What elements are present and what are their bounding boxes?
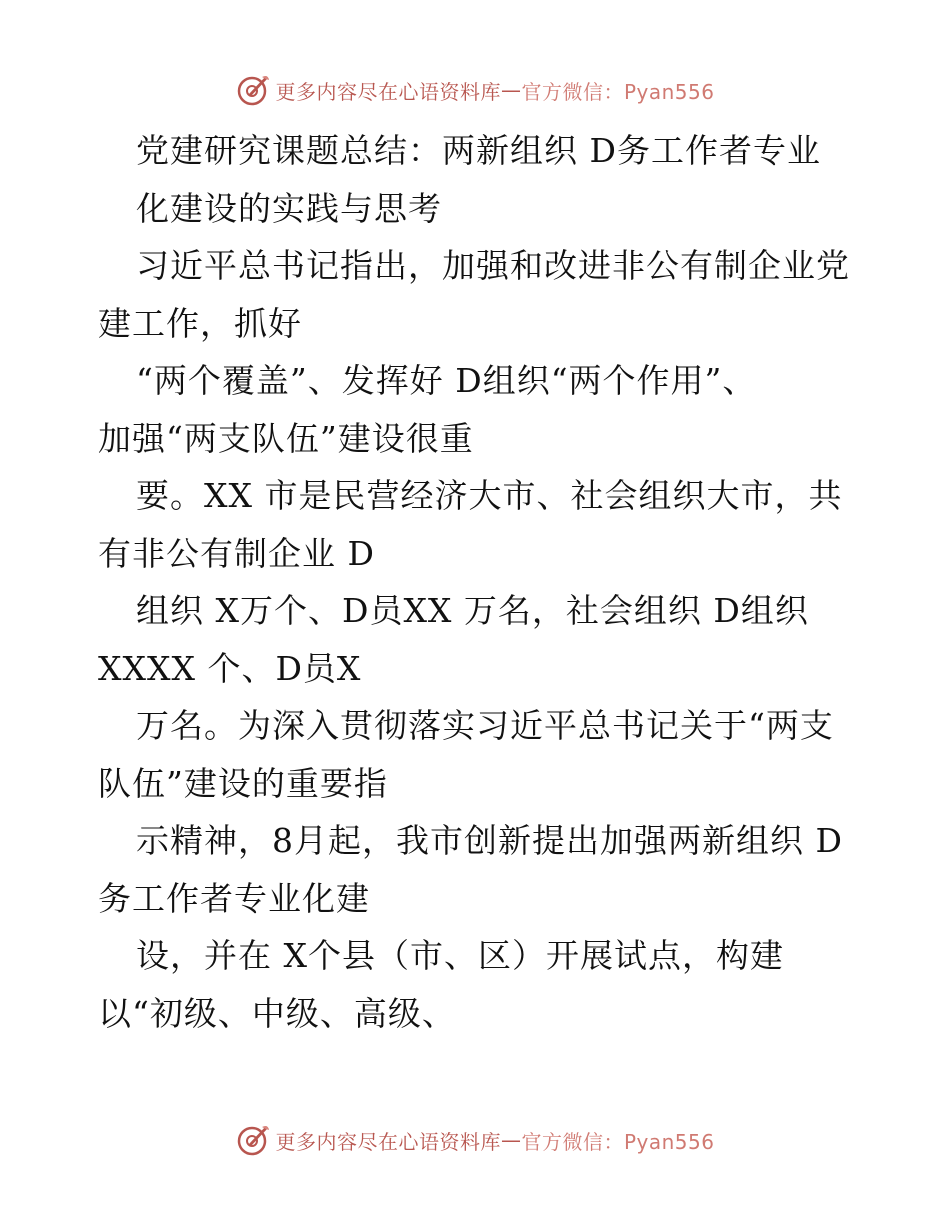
paragraph-line: 示精神，8月起，我市创新提出加强两新组织 D (136, 821, 843, 860)
title-line: 党建研究课题总结：两新组织 D务工作者专业 (136, 131, 821, 170)
paragraph-line: 设，并在 X个县（市、区）开展试点，构建 (136, 936, 784, 975)
banner-dash: — (500, 78, 522, 102)
paragraph-line: 务工作者专业化建 (98, 878, 370, 918)
banner-text: 更多内容尽在心语资料库 (275, 1129, 501, 1154)
paragraph-line: XXXX 个、D员X (98, 648, 362, 688)
paragraph-line: 习近平总书记指出，加强和改进非公有制企业党 (136, 246, 850, 285)
quill-logo-icon (235, 1122, 271, 1158)
banner-text: 更多内容尽在心语资料库 (275, 79, 501, 104)
paragraph-line: 要。XX 市是民营经济大市、社会组织大市，共 (136, 476, 843, 515)
title-line: 化建设的实践与思考 (136, 188, 442, 228)
paragraph-line: 队伍”建设的重要指 (98, 763, 388, 803)
document-body (98, 122, 878, 1042)
banner-dash: — (500, 1128, 522, 1152)
banner-wechat: 官方微信：Pyan556 (521, 79, 715, 104)
header-banner (0, 70, 950, 110)
quill-logo-icon (235, 72, 271, 108)
paragraph-line: 建工作，抓好 (98, 303, 302, 343)
footer-banner (0, 1120, 950, 1160)
paragraph-line: 以“初级、中级、高级、 (98, 993, 456, 1033)
paragraph-line: “两个覆盖”、发挥好 D组织“两个作用”、 (136, 361, 757, 400)
banner-wechat: 官方微信：Pyan556 (521, 1129, 715, 1154)
paragraph-line: 组织 X万个、D员XX 万名，社会组织 D组织 (136, 591, 809, 630)
paragraph-line: 加强“两支队伍”建设很重 (98, 418, 474, 458)
paragraph-line: 有非公有制企业 D (98, 533, 375, 573)
paragraph-line: 万名。为深入贯彻落实习近平总书记关于“两支 (136, 706, 834, 745)
